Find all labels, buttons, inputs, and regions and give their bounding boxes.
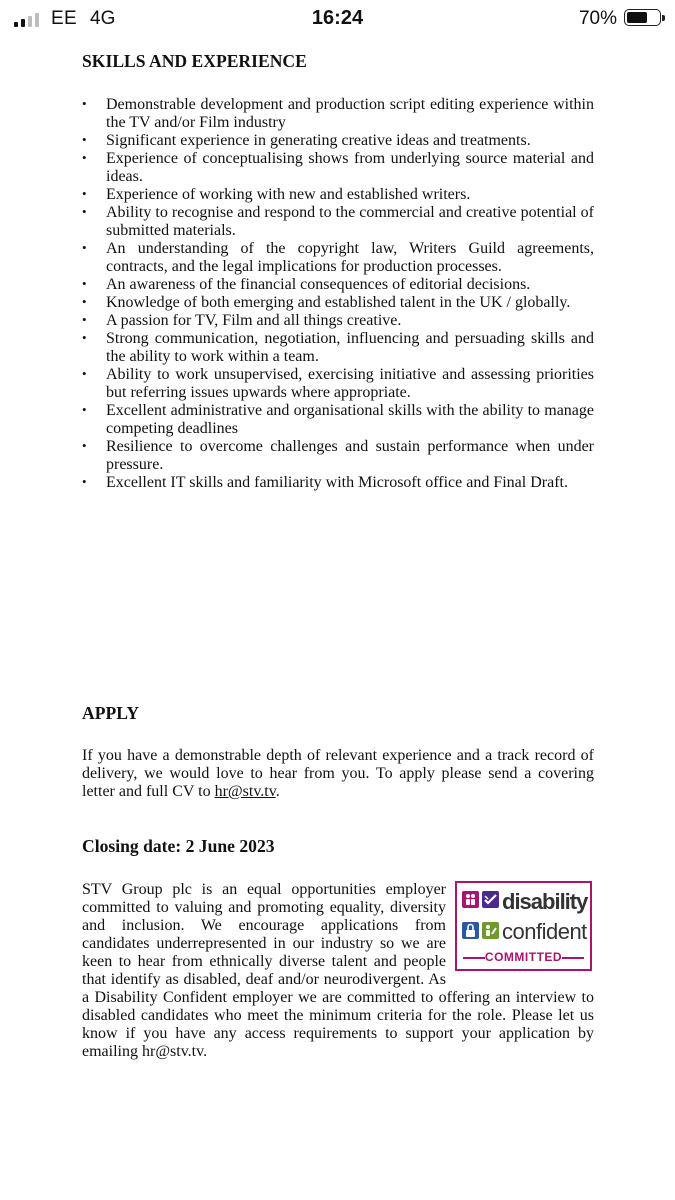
bullet-icon: • (82, 132, 87, 147)
logo-word-confident: confident (502, 919, 587, 944)
skill-item-text: Experience of conceptualising shows from underlying source material and ideas. (106, 150, 594, 185)
logo-word-disability: disability (502, 889, 588, 914)
bullet-icon: • (82, 330, 87, 345)
skill-item-text: Ability to work unsupervised, exercising initiative and assessing priorities but referring issues upwards where appropriate. (106, 366, 594, 401)
skill-item (82, 402, 594, 438)
apply-heading: APPLY (82, 703, 140, 723)
skill-item-text: Knowledge of both emerging and established talent in the UK / globally. (106, 294, 571, 311)
skill-item (82, 366, 594, 402)
bullet-icon: • (82, 312, 87, 327)
battery-percent: 70% (578, 8, 617, 29)
skill-item (82, 276, 594, 294)
skill-item-text: Excellent IT skills and familiarity with Microsoft office and Final Draft. (106, 474, 568, 491)
apply-text-end: . (275, 783, 280, 800)
network-type: 4G (90, 8, 116, 29)
skill-item (82, 312, 594, 330)
skill-item (82, 132, 594, 150)
logo-committed-band (457, 947, 590, 969)
skill-item (82, 330, 594, 366)
equal-opportunities-text: STV Group plc is an equal opportunities employer committed to valuing and promoting equality, diversity and inclusion. We encourage applications from candidates underrepresented in our industry so we are keen to hear from ethnically diverse talent and people that identify as disabled, deaf and/or neurodivergent. As a Disability Confident employer we are committed to offering an interview to disabled candidates who meet the minimum criteria for the role. Please let us know if you have any access requirements to support your application by emailing hr@stv.tv. (82, 881, 594, 1060)
clock: 16:24 (311, 7, 364, 29)
apply-email-link[interactable]: hr@stv.tv (214, 783, 276, 800)
people-icon (462, 891, 479, 908)
skill-item (82, 474, 594, 492)
bullet-icon: • (82, 402, 87, 417)
bullet-icon: • (82, 240, 87, 255)
skill-item (82, 240, 594, 276)
bullet-icon: • (82, 276, 87, 291)
skills-list (82, 96, 594, 492)
skill-item-text: Experience of working with new and established writers. (106, 186, 471, 203)
bullet-icon: • (82, 96, 87, 111)
skill-item (82, 294, 594, 312)
carrier-name: EE (51, 8, 77, 29)
skill-item-text: An awareness of the financial consequences of editorial decisions. (106, 276, 531, 293)
bullet-icon: • (82, 366, 87, 381)
skill-item (82, 96, 594, 132)
bullet-icon: • (82, 474, 87, 489)
bullet-icon: • (82, 204, 87, 219)
skill-item-text: Excellent administrative and organisational skills with the ability to manage competing deadlines (106, 402, 594, 437)
logo-committed-label: COMMITTED (484, 950, 563, 964)
skill-item-text: A passion for TV, Film and all things creative. (106, 312, 402, 329)
skill-item-text: Ability to recognise and respond to the commercial and creative potential of submitted materials. (106, 204, 594, 239)
checkmark-icon (482, 891, 499, 908)
skills-heading: SKILLS AND EXPERIENCE (82, 51, 307, 71)
skill-item-text: Demonstrable development and production script editing experience within the TV and/or Film industry (106, 96, 594, 131)
status-bar (0, 0, 675, 38)
skill-item-text: Resilience to overcome challenges and sustain performance when under pressure. (106, 438, 594, 473)
skill-item (82, 204, 594, 240)
bullet-icon: • (82, 186, 87, 201)
skill-item (82, 150, 594, 186)
skill-item (82, 438, 594, 474)
bullet-icon: • (82, 438, 87, 453)
disability-confident-logo (455, 881, 592, 971)
apply-paragraph (82, 747, 594, 801)
growth-icon (482, 922, 499, 939)
battery-icon (624, 9, 661, 26)
bullet-icon: • (82, 294, 87, 309)
closing-date: Closing date: 2 June 2023 (82, 836, 275, 856)
skill-item-text: Significant experience in generating creative ideas and treatments. (106, 132, 531, 149)
skill-item-text: An understanding of the copyright law, Writers Guild agreements, contracts, and the legal implications for production processes. (106, 240, 594, 275)
lock-icon (462, 922, 479, 939)
skill-item (82, 186, 594, 204)
skill-item-text: Strong communication, negotiation, influencing and persuading skills and the ability to work within a team. (106, 330, 594, 365)
bullet-icon: • (82, 150, 87, 165)
apply-text: If you have a demonstrable depth of relevant experience and a track record of delivery, we would love to hear from you. To apply please send a covering letter and full CV to (82, 747, 594, 800)
